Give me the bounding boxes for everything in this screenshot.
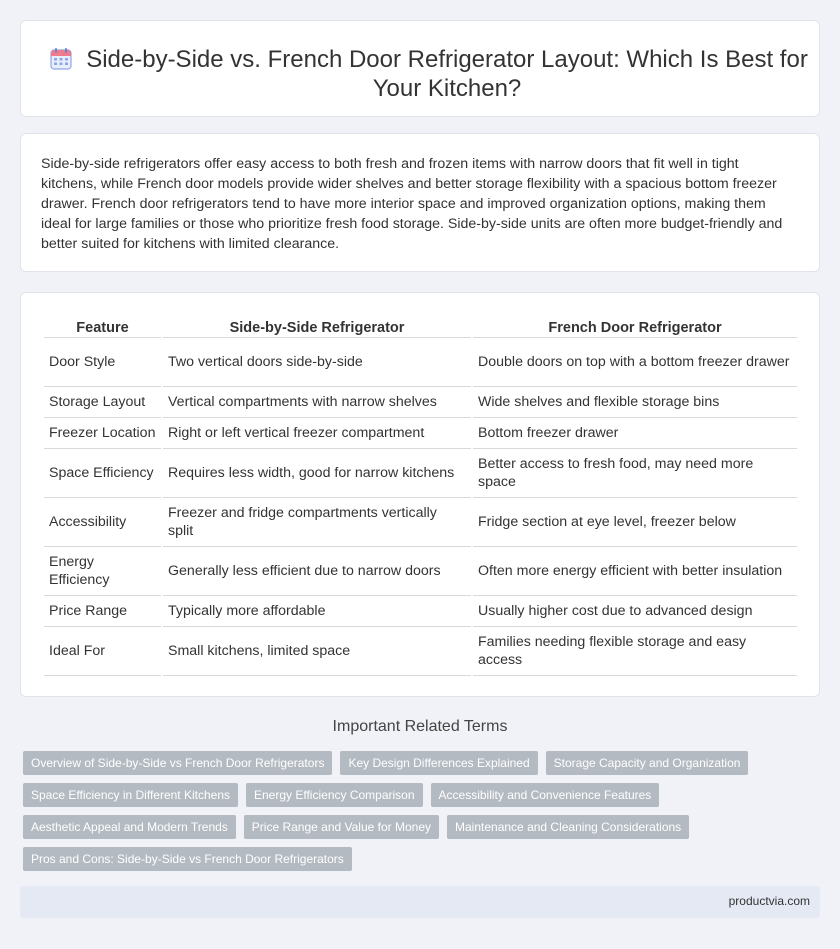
table-row <box>44 449 797 498</box>
feature-cell: Accessibility <box>44 498 161 547</box>
related-term-tag[interactable]: Storage Capacity and Organization <box>546 751 749 775</box>
calendar-icon <box>49 47 73 71</box>
french-door-cell: Bottom freezer drawer <box>473 418 797 449</box>
related-term-tag[interactable]: Key Design Differences Explained <box>340 751 537 775</box>
table-row <box>44 627 797 676</box>
french-door-cell: Wide shelves and flexible storage bins <box>473 387 797 418</box>
side-by-side-cell: Vertical compartments with narrow shelves <box>163 387 471 418</box>
side-by-side-cell: Generally less efficient due to narrow doors <box>163 547 471 596</box>
intro-card <box>20 133 820 272</box>
table-row <box>44 547 797 596</box>
related-term-tag[interactable]: Energy Efficiency Comparison <box>246 783 423 807</box>
table-row <box>44 338 797 387</box>
table-row <box>44 498 797 547</box>
french-door-cell: Better access to fresh food, may need more space <box>473 449 797 498</box>
feature-cell: Storage Layout <box>44 387 161 418</box>
related-term-tag[interactable]: Maintenance and Cleaning Considerations <box>447 815 689 839</box>
footer <box>20 886 820 918</box>
french-door-cell: Often more energy efficient with better insulation <box>473 547 797 596</box>
related-term-tag[interactable]: Space Efficiency in Different Kitchens <box>23 783 238 807</box>
table-header-row <box>44 315 797 338</box>
feature-cell: Space Efficiency <box>44 449 161 498</box>
feature-cell: Door Style <box>44 338 161 387</box>
french-door-cell: Usually higher cost due to advanced design <box>473 596 797 627</box>
table-row <box>44 387 797 418</box>
table-row <box>44 418 797 449</box>
feature-cell: Ideal For <box>44 627 161 676</box>
french-door-cell: Families needing flexible storage and easy access <box>473 627 797 676</box>
side-by-side-cell: Typically more affordable <box>163 596 471 627</box>
footer-site-link[interactable]: productvia.com <box>728 894 810 908</box>
column-header: Side-by-Side Refrigerator <box>163 315 471 338</box>
side-by-side-cell: Right or left vertical freezer compartment <box>163 418 471 449</box>
related-terms-tags <box>23 751 813 879</box>
related-term-tag[interactable]: Price Range and Value for Money <box>244 815 439 839</box>
side-by-side-cell: Requires less width, good for narrow kitchens <box>163 449 471 498</box>
side-by-side-cell: Small kitchens, limited space <box>163 627 471 676</box>
french-door-cell: Fridge section at eye level, freezer below <box>473 498 797 547</box>
side-by-side-cell: Freezer and fridge compartments vertically split <box>163 498 471 547</box>
related-term-tag[interactable]: Accessibility and Convenience Features <box>431 783 660 807</box>
related-term-tag[interactable]: Aesthetic Appeal and Modern Trends <box>23 815 236 839</box>
comparison-table <box>42 315 799 676</box>
related-terms-title: Important Related Terms <box>332 718 508 735</box>
page-title: Side-by-Side vs. French Door Refrigerator Layout: Which Is Best for Your Kitchen? <box>86 46 808 102</box>
column-header: Feature <box>44 315 161 338</box>
table-row <box>44 596 797 627</box>
side-by-side-cell: Two vertical doors side-by-side <box>163 338 471 387</box>
related-term-tag[interactable]: Overview of Side-by-Side vs French Door Refrigerators <box>23 751 332 775</box>
header-card <box>20 20 820 117</box>
comparison-table-card <box>20 292 820 697</box>
intro-paragraph: Side-by-side refrigerators offer easy access to both fresh and frozen items with narrow doors that fit well in tight kitchens, while French door models provide wider shelves and better storage flexibility with a spacious bottom freezer drawer. French door refrigerators tend to have more interior space and improved organization options, making them ideal for large families or those who prioritize fresh food storage. Side-by-side units are often more budget-friendly and better suited for kitchens with limited clearance. <box>41 156 783 252</box>
feature-cell: Energy Efficiency <box>44 547 161 596</box>
french-door-cell: Double doors on top with a bottom freezer drawer <box>473 338 797 387</box>
related-term-tag[interactable]: Pros and Cons: Side-by-Side vs French Door Refrigerators <box>23 847 352 871</box>
feature-cell: Freezer Location <box>44 418 161 449</box>
column-header: French Door Refrigerator <box>473 315 797 338</box>
feature-cell: Price Range <box>44 596 161 627</box>
